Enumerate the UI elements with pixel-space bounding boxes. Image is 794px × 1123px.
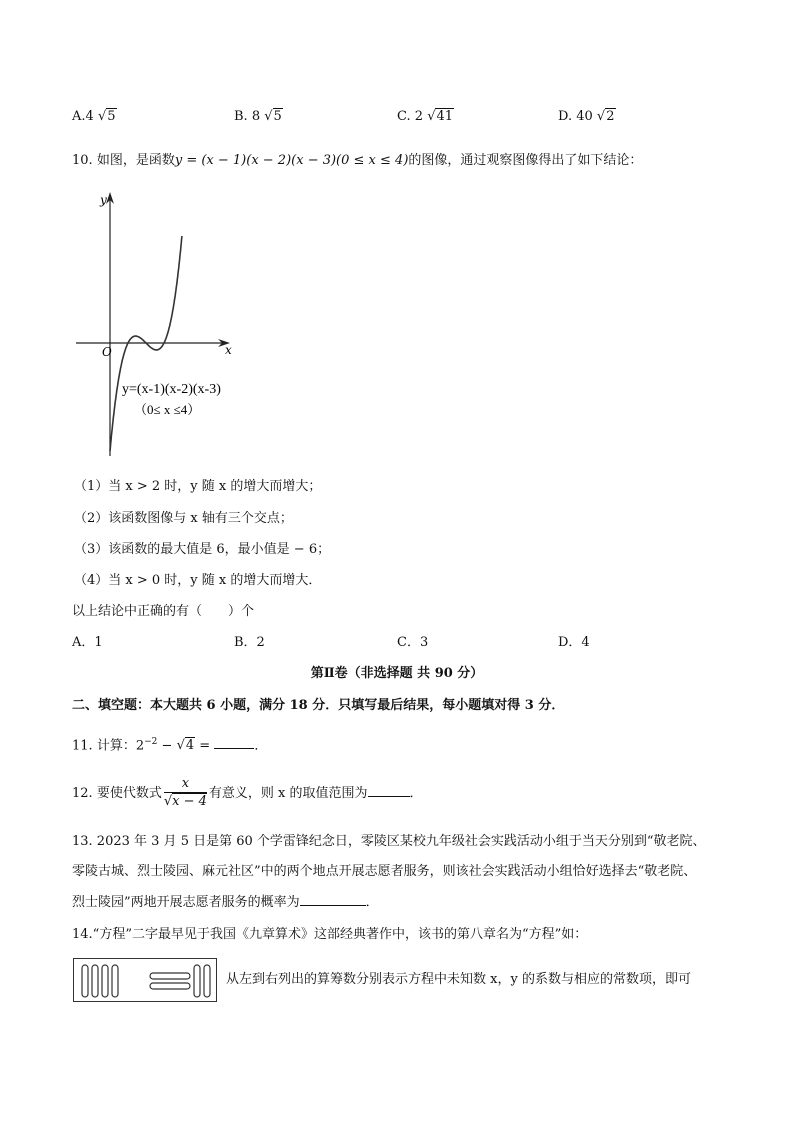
q10-conclusion-4: （4）当 x > 0 时，y 随 x 的增大而增大． [74,573,322,588]
q10-stem: 10. 如图，是函数y = (x − 1)(x − 2)(x − 3)(0 ≤ x ≤ 4)的图像，通过观察图像得出了如下结论： [72,153,643,168]
q10-option-c: C．3 [397,635,429,650]
domain-label: （0≤ x ≤4） [134,402,201,417]
x-axis-label: x [225,343,232,357]
q9-option-b: B. 8 √5 [234,109,282,124]
q14-line-2: 从左到右列出的算筹数分别表示方程中未知数 x，y 的系数与相应的常数项，即可 [226,972,691,987]
q9-option-d: D. 40 √2 [558,109,615,124]
q10-option-d: D．4 [558,635,590,650]
equation-label: y=(x-1)(x-2)(x-3) [122,382,221,397]
q9-option-c: C. 2 √41 [397,109,454,124]
q9-option-a: A.4 √5 [72,109,116,124]
section-title: 第Ⅱ卷（非选择题 共 90 分） [310,666,484,681]
q10-conclusion-3: （3）该函数的最大值是 6，最小值是 − 6； [74,542,331,557]
section-heading: 二、填空题：本大题共 6 小题，满分 18 分．只填写最后结果，每小题填对得 3 分． [72,698,565,713]
q10-question: 以上结论中正确的有（ ）个 [72,604,255,619]
q13-line-3: 烈士陵园”两地开展志愿者服务的概率为 ． [72,895,379,910]
q12: 12. 要使代数式 $\frac{x}{√x - 4}$ 有意义，则 x 的取值范围为 ． [72,776,423,809]
q10-conclusion-2: （2）该函数图像与 x 轴有三个交点； [74,511,293,526]
q11-answer-blank [214,736,254,749]
origin-label: O [102,345,112,359]
q12-answer-blank [368,784,410,797]
q12-fraction: $\frac{x}{√x - 4}$ [163,776,207,809]
q10-option-b: B．2 [234,635,265,650]
q10-function: y = (x − 1)(x − 2)(x − 3)(0 ≤ x ≤ 4) [174,153,409,168]
q10-conclusion-1: （1）当 x > 2 时，y 随 x 的增大而增大； [74,479,322,494]
y-axis-label: y [100,193,107,207]
q10-option-a: A．1 [72,635,103,650]
counting-rods-figure [73,958,217,1002]
q13-line-1: 13. 2023 年 3 月 5 日是第 60 个学雷锋纪念日，零陵区某校九年级社会实践活动小组于当天分别到“敬老院、 [72,834,706,849]
q13-answer-blank [300,893,366,906]
q14-line-1: 14.“方程”二字最早见于我国《九章算术》这部经典著作中，该书的第八章名为“方程”如： [72,927,588,942]
q13-line-2: 零陵古城、烈士陵园、麻元社区”中的两个地点开展志愿者服务，则该社会实践活动小组恰好选择去“敬老院、 [72,864,697,879]
q11: 11. 计算：$2^{-2} - √4$ = ． [72,737,268,754]
q10-function-graph [70,188,260,460]
